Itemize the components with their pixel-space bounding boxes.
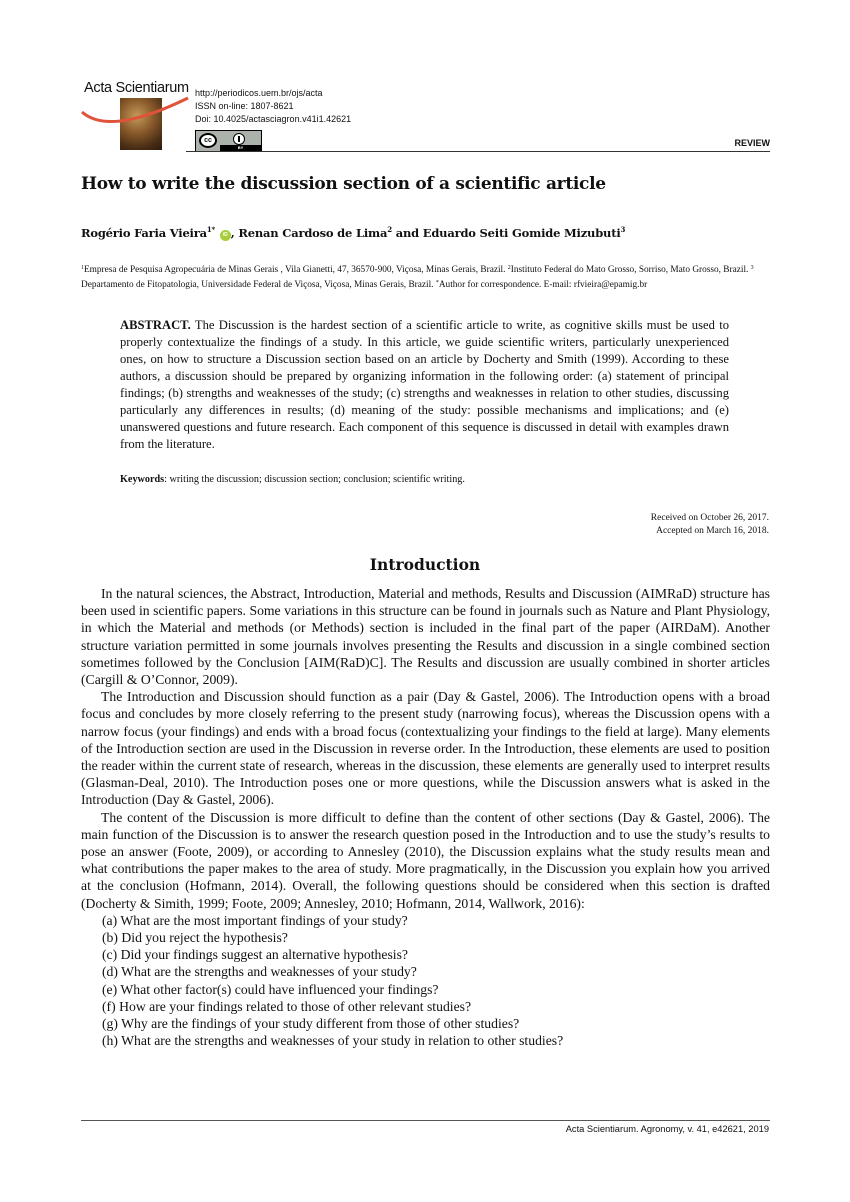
- affiliations: [81, 262, 771, 292]
- correspondence-note: Author for correspondence. E-mail: rfvieira@epamig.br: [438, 280, 648, 290]
- journal-meta: [195, 87, 351, 126]
- affiliation-2: Instituto Federal do Mato Grosso, Sorriso, Mato Grosso, Brazil.: [510, 265, 751, 275]
- author-affil-sup: 2: [387, 225, 392, 234]
- keywords-text: : writing the discussion; discussion section; conclusion; scientific writing.: [164, 474, 465, 485]
- introduction-body: [81, 585, 770, 1049]
- affil-sup: 2: [507, 265, 511, 271]
- attribution-person-icon: [233, 133, 245, 145]
- footer-citation: Acta Scientiarum. Agronomy, v. 41, e42621, 2019: [565, 1124, 769, 1134]
- orcid-icon[interactable]: iD: [220, 230, 231, 241]
- question-item: (h) What are the strengths and weaknesses of your study in relation to other studies?: [102, 1033, 564, 1049]
- author-name: Rogério Faria Vieira: [81, 226, 207, 240]
- question-item: (d) What are the strengths and weaknesses of your study?: [102, 964, 417, 980]
- author-separator: ,: [230, 226, 239, 240]
- affil-sup: 3: [750, 265, 754, 271]
- journal-issn: ISSN on-line: 1807-8621: [195, 101, 294, 111]
- received-date: Received on October 26, 2017.: [650, 513, 769, 523]
- logo-text: Acta Scientiarum: [84, 80, 189, 96]
- paragraph: The Introduction and Discussion should function as a pair (Day & Gastel, 2006). The Introduction opens with a broad focus and concludes by more closely referring to the present study (narrowing focus), whereas the Discussion opens with a narrow focus (your findings) and ends with a broad focus (contextualizing your findings to the field at large). Many elements of the Introduction section are used in the Discussion in reverse order. In the Introduction, these elements are used to position the reader within the current state of research, whereas in the discussion, these elements are generally used to interpret results (Glasman-Deal, 2010). The Introduction poses one or more questions, while the Discussion answers what is asked in the Introduction (Day & Gastel, 2006).: [81, 689, 770, 808]
- section-type-label: REVIEW: [734, 138, 770, 148]
- question-item: (e) What other factor(s) could have influenced your findings?: [102, 981, 439, 997]
- cc-icon: cc: [199, 133, 217, 148]
- section-heading-introduction: Introduction: [369, 555, 481, 574]
- question-item: (c) Did your findings suggest an alternative hypothesis?: [102, 947, 408, 963]
- cc-by-license-badge[interactable]: [195, 130, 262, 152]
- article-title: How to write the discussion section of a scientific article: [81, 174, 606, 194]
- author-affil-sup: 3: [620, 225, 626, 234]
- affiliation-1: Empresa de Pesquisa Agropecuária de Minas Gerais , Vila Gianetti, 47, 36570-900, Viçosa, Minas Gerais, Brazil.: [84, 265, 508, 275]
- paragraph: The content of the Discussion is more difficult to define than the content of other sections (Day & Gastel, 2006). The main function of the Discussion is to answer the research question posed in the Introduction and to use the study’s results to pose an answer (Foote, 2009), or according to Annesley (2010), the Discussion explains what the study results mean and what contributions the paper makes to the area of study. More pragmatically, in the Discussion you explain how you arrived at the conclusion (Hofmann, 2014). Overall, the following questions should be considered when this section is drafted (Docherty & Simith, 1999; Foote, 2009; Annesley, 2010; Hofmann, 2014, Wallwork, 2016):: [81, 809, 770, 911]
- question-list: [81, 912, 770, 1050]
- keywords-label: Keywords: [120, 474, 165, 485]
- question-item: (f) How are your findings related to those of other relevant studies?: [102, 998, 472, 1014]
- author-name: Eduardo Seiti Gomide Mizubuti: [422, 226, 621, 240]
- author-affil-sup: 1*: [206, 225, 215, 234]
- author-list: [81, 225, 625, 241]
- affil-sup: 1: [81, 265, 84, 271]
- abstract-text: The Discussion is the hardest section of a scientific article to write, as cognitive skills must be used to properly contextualize the findings of a study. In this article, we guide scientific writers, particularly unexperienced ones, on how to structure a Discussion section based on an article by Docherty and Smith (1999). According to these authors, a discussion should be prepared by organizing information in the following order: (a) statement of principal findings; (b) strengths and weaknesses of the study; (c) strengths and weaknesses in relation to other studies, discussing particularly any differences in results; (d) meaning of the study: possible mechanisms and implications; and (e) unanswered questions and future research. Each component of this sequence is discussed in detail with examples drawn from the literature.: [120, 318, 729, 451]
- author-separator: and: [391, 226, 423, 240]
- affiliation-3: Departamento de Fitopatologia, Universidade Federal de Viçosa, Viçosa, Minas Gerais, Brazil.: [81, 280, 436, 290]
- logo-swoosh-icon: [80, 90, 190, 130]
- author-name: Renan Cardoso de Lima: [238, 226, 388, 240]
- question-item: (a) What are the most important findings of your study?: [102, 912, 408, 928]
- keywords: [120, 474, 729, 485]
- corr-sup: *: [435, 280, 439, 286]
- abstract: [120, 317, 729, 453]
- question-item: (g) Why are the findings of your study different from those of other studies?: [102, 1016, 520, 1032]
- footer-divider: [81, 1120, 770, 1121]
- article-dates: [651, 512, 769, 538]
- journal-logo: [80, 80, 190, 152]
- question-item: (b) Did you reject the hypothesis?: [102, 930, 288, 946]
- journal-url[interactable]: http://periodicos.uem.br/ojs/acta: [195, 88, 323, 98]
- abstract-label: ABSTRACT.: [120, 318, 191, 332]
- journal-doi[interactable]: Doi: 10.4025/actasciagron.v41i1.42621: [195, 114, 352, 124]
- paragraph: In the natural sciences, the Abstract, Introduction, Material and methods, Results and Discussion (AIMRaD) structure has been used in scientific papers. Some variations in this structure can be found in journals such as Nature and Plant Physiology, in which the Material and methods (or Methods) section is included in the final part of the paper (AIRDaM). Another structure variation permitted in some journals involves presenting the Results and discussion in a single combined section sometimes followed by the Conclusion [AIM(RaD)C]. The Results and discussion are usually combined in shorter articles (Cargill & O’Connor, 2009).: [81, 586, 770, 688]
- header-divider: [186, 151, 770, 152]
- license-by-label: BY: [220, 145, 261, 151]
- accepted-date: Accepted on March 16, 2018.: [656, 526, 769, 536]
